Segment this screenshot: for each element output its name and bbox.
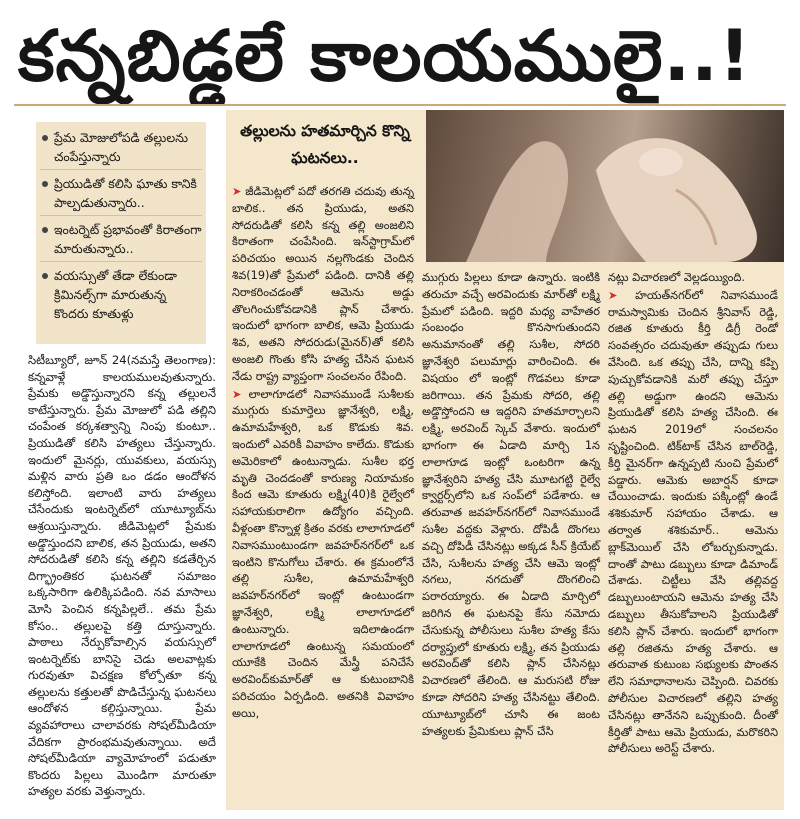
highlight-text: ప్రేమ మోజులోపడి తల్లులను చంపేస్తున్నారు — [54, 130, 189, 164]
highlight-item — [40, 220, 202, 262]
incidents-column-2 — [422, 270, 600, 741]
incident-paragraph — [608, 288, 778, 758]
headline: కన్నబిడ్డలే కాలయములై..! — [18, 15, 752, 97]
left-column — [14, 110, 214, 810]
incident-paragraph — [608, 270, 778, 287]
bullet-icon — [42, 227, 48, 233]
red-arrow-icon: ➤ — [232, 387, 242, 401]
highlights-box — [36, 122, 206, 344]
intro-article-text: సిటీబ్యూరో, జూన్ 24(నమస్తే తెలంగాణ): కన్నవాళ్లే కాలయములవుతున్నారు. ప్రేమకు అడ్డొస్తున్నారని కన్న తల్లులనే కాటేస్తున్నారు. ప్రేమ మోజులో పడి తల్లిని చంపేంత కర్కశత్వాన్ని నింపు కుంటూ.. ప్రియుడితో కలిసి హత్యలు చేస్తున్నారు. ఇందులో మైనర్లు, యువకులు, వయస్సు మళ్లిన వారు ప్రతి ఒం డడం ఆందోళన కలిస్తోంది. ఇలాంటి వారు హత్యలు చేసేందుకు ఇంటర్నెట్‌లో యూట్యూబ్‌ను ఆశ్రయిస్తున్నారు. జీడిమెట్లలో ప్రేమకు అడ్డొస్తుందని బాలిక, తన ప్రియుడు, అతని సోదరుడితో కలిసి కన్న తల్లిని కడతేర్చిన దిగ్భ్రాంతికర ఘటనతో సమాజం ఒక్కసారిగా ఉలిక్కిపడింది. నవ మాసాలు మోసి పెంచిన కన్నపిల్లలే.. తమ ప్రేమ కోసం.. తల్లులపై కత్తి దూస్తున్నారు. పాఠాలు నేర్పుకోవాల్సిన వయస్సులో ఇంటర్నెట్‌కు బానిసై చెడు అలవాట్లకు గురవుతూ విచక్షణ కోల్పోతూ కన్న తల్లులను కత్తులతో పొడిచేస్తున్న ఘటనలు ఆందోళన కల్గిస్తున్నాయి. ప్రేమ వ్యవహారాలు చాలావరకు సోషల్‌మీడియా వేదికగా ప్రారంభమవుతున్నాయి. అదే సోషల్‌మీడియా వ్యామోహంలో పడుతూ కొందరు పిల్లలు మొండిగా మారుతూ హత్యల వరకు వెళ్తున్నారు. — [28, 353, 216, 799]
incidents-column-3 — [608, 270, 778, 759]
highlight-item — [40, 174, 202, 216]
incident-paragraph — [232, 184, 414, 386]
highlight-item — [40, 266, 202, 326]
bullet-icon — [42, 135, 48, 141]
incident-text: హయత్‌నగర్‌లో నివాసముండే రామస్వామికు చెందిన శ్రీనివాస్ రెడ్డి, రజిత కూతురు కీర్తి డిగ్రీ రెండో సంవత్సరం చదువుతూ తప్పుడు గులు వేసింది. ఒక తప్పు చేసి, దాన్ని కప్పి పుచ్చుకోవడానికి మరో తప్పు చేస్తూ తల్లి అడ్డుగా ఉందని ఆమెను ప్రియుడితో కలిసి హత్య చేసింది. ఈ ఘటన 2019లో సంచలనం సృష్టించింది. టిక్‌టాక్ చేసిన బాల్‌రెడ్డి, కీర్తి మైనర్‌గా ఉన్నప్పటి నుంచి ప్రేమలో పడ్డారు. ఆమెకు అబార్షన్ కూడా చేయించాడు. ఇందుకు పక్కింట్లో ఉండే శశికుమార్ సహాయం చేశాడు. ఆ తర్వాత శశికుమార్.. ఆమెను బ్లాక్‌మెయిల్ చేసి లోబర్చుకున్నాడు. దాంతో పాటు డబ్బులు కూడా డిమాండ్ చేశాడు. చిట్టీలు వేసి తల్లివద్ద డబ్బులుంటాయని ఆమెను హత్య చేసి డబ్బులు తీసుకోవాలని ప్రియుడితో కలిసి ప్లాన్ చేశారు. ఇందులో భాగంగా తల్లి రజితను హత్య చేశారు. ఆ తరువాత కుటుంబ సభ్యులకు పొంతన లేని సమాధానాలను చెప్పింది. చివరకు పోలీసుల విచారణలో తల్లిని హత్య చేసినట్లు తానేనని ఒప్పుకుంది. దీంతో కీర్తితో పాటు ఆమె ప్రియుడు, మరొకరిని పోలీసులు అరెస్ట్ చేశారు. — [608, 288, 778, 756]
bullet-icon — [42, 181, 48, 187]
incidents-subheading: తల్లులను హతమార్చిన కొన్ని ఘటనలు.. — [240, 122, 410, 167]
headline-rule — [14, 104, 786, 106]
hand-icon — [426, 110, 784, 262]
incidents-panel — [226, 110, 784, 810]
red-arrow-icon: ➤ — [232, 185, 242, 198]
incident-text: లాలాగూడలో నివాసముండే సుశీలకు ముగ్గురు కుమార్తెలు జ్ఞానేశ్వరి, లక్ష్మి, ఉమామహేశ్వరి, ఒక కొడుకు శివ. ఇందులో ఎవరికీ వివాహం కాలేదు. కొడుకు అమెరికాలో ఉంటున్నాడు. సుశీల భర్త మృతి చెందడంతో కారుణ్య నియామకం కింద ఆమె కూతురు లక్ష్మి(40)కి రైల్వేలో సహాయకురాలిగా ఉద్యోగం వచ్చింది. వీళ్లంతా కొన్నాళ్ల క్రితం వరకు లాలాగూడలో నివాసముంటుండగా జవహర్‌నగర్‌లో ఒక ఇంటిని కొనుగోలు చేశారు. ఈ క్రమంలోనే తల్లి సుశీల, ఉమామహేశ్వరి జవహర్‌నగర్‌లో ఇంట్లో ఉంటుండగా జ్ఞానేశ్వరి, లక్ష్మి లాలాగూడలో ఉంటున్నారు. ఇదిలాఉండగా లాలాగూడలో ఉంటున్న సమయంలో యూకేకి చెందిన మేస్త్రీ పనిచేసే అరవింద్‌కుమార్‌తో ఆ కుటుంబానికి పరిచయం ఏర్పడింది. అతనికి వివాహం అయి, — [232, 387, 415, 720]
incidents-column-1 — [232, 184, 414, 724]
incident-text: ముగ్గురు పిల్లలు కూడా ఉన్నారు. ఇంటికి తరుచూ వచ్చే అరవిందుకు మార్‌తో లక్ష్మి ప్రేమలో పడింది. ఇద్దరి మధ్య వాహేతర సంబంధం కొనసాగుతుందని అనుమానంతో తల్లి సుశీల, సోదరి జ్ఞానేశ్వరి పలుమార్లు వారించింది. ఈ విషయం లో ఇంట్లో గొడవలు కూడా జరిగాయి. తన ప్రేమకు సోదరి, తల్లి అడ్డొస్తోందని ఆ ఇద్దరిని హతమార్చాలని లక్ష్మి, అరవింద్ స్కెచ్ వేశారు. ఇందులో భాగంగా ఈ ఏడాది మార్చి 1న లాలాగూడ ఇంట్లో ఒంటరిగా ఉన్న జ్ఞానేశ్వరిని హత్య చేసి మూటగట్టి రైల్వే క్వార్టర్స్‌లోని ఒక సంప్‌లో పడేశారు. ఆ తరువాత జవహర్‌నగర్‌లో నివాసముండే సుశీల వద్దకు వెళ్లారు. దోపిడీ దొంగలు వచ్చి దోపిడీ చేసినట్లు అక్కడ సీన్ క్రియేట్ చేసి, సుశీలను హత్య చేసి ఆమె ఇంట్లో నగలు, నగదుతో దొంగలించి పరారయ్యారు. ఈ ఏడాది మార్చిలో జరిగిన ఈ ఘటనపై కేసు నమోదు చేసుకున్న పోలీసులు సుశీల హత్య కేసు దర్యాప్తులో కూతురు లక్ష్మి, తన ప్రియుడు అరవింద్‌తో కలిసి ప్లాన్ చేసినట్లు విచారణలో తేలింది. ఆ మరుసటి రోజు కూడా సోదరిని హత్య చేసినట్టు తేలింది. యూట్యూబ్‌లో చూసి ఈ జంట హత్యలకు ప్రేమికులు ప్లాన్ చేసి — [422, 271, 600, 738]
red-arrow-icon: ➤ — [608, 288, 618, 302]
highlight-text: ఇంటర్నెట్ ప్రభావంతో కిరాతంగా మారుతున్నారు.. — [54, 222, 202, 256]
incident-paragraph — [422, 270, 600, 740]
highlight-item — [40, 128, 202, 170]
incident-paragraph — [232, 387, 414, 723]
highlight-text: ప్రియుడితో కలిసి ఘాతు కానికి పాల్పడుతున్నారు.. — [54, 176, 197, 210]
incident-text: జీడిమెట్లలో పదో తరగతి చదువు తున్న బాలిక.. తన ప్రియుడు, అతని సోదరుడితో కలిసి కన్న తల్లి అంజలిని కిరాతంగా చంపేసింది. ఇన్‌స్టాగ్రామ్‌లో పరిచయం అయిన నల్లగొండకు చెందిన శివ(19)తో ప్రేమలో పడింది. దానికి తల్లి నిరాకరించడంతో ఆమెను అడ్డు తొలగించుకోవడానికి ప్లాన్ చేశారు. ఇందులో భాగంగా బాలిక, ఆమె ప్రియుడు శివ, అతని సోదరుడు(మైనర్)తో కలిసి అంజలి గొంతు కోసి హత్య చేసిన ఘటన నేడు రాష్ట్ర వ్యాప్తంగా సంచలనం రేపింది. — [232, 185, 414, 383]
hand-photo — [426, 110, 784, 262]
bullet-icon — [42, 273, 48, 279]
incident-text: నట్లు విచారణలో వెల్లడయ్యింది. — [608, 271, 745, 284]
highlight-text: వయస్సుతో తేడా లేకుండా క్రిమినల్స్‌గా మారుతున్న కొందరు కూతుళ్లు — [54, 268, 177, 321]
